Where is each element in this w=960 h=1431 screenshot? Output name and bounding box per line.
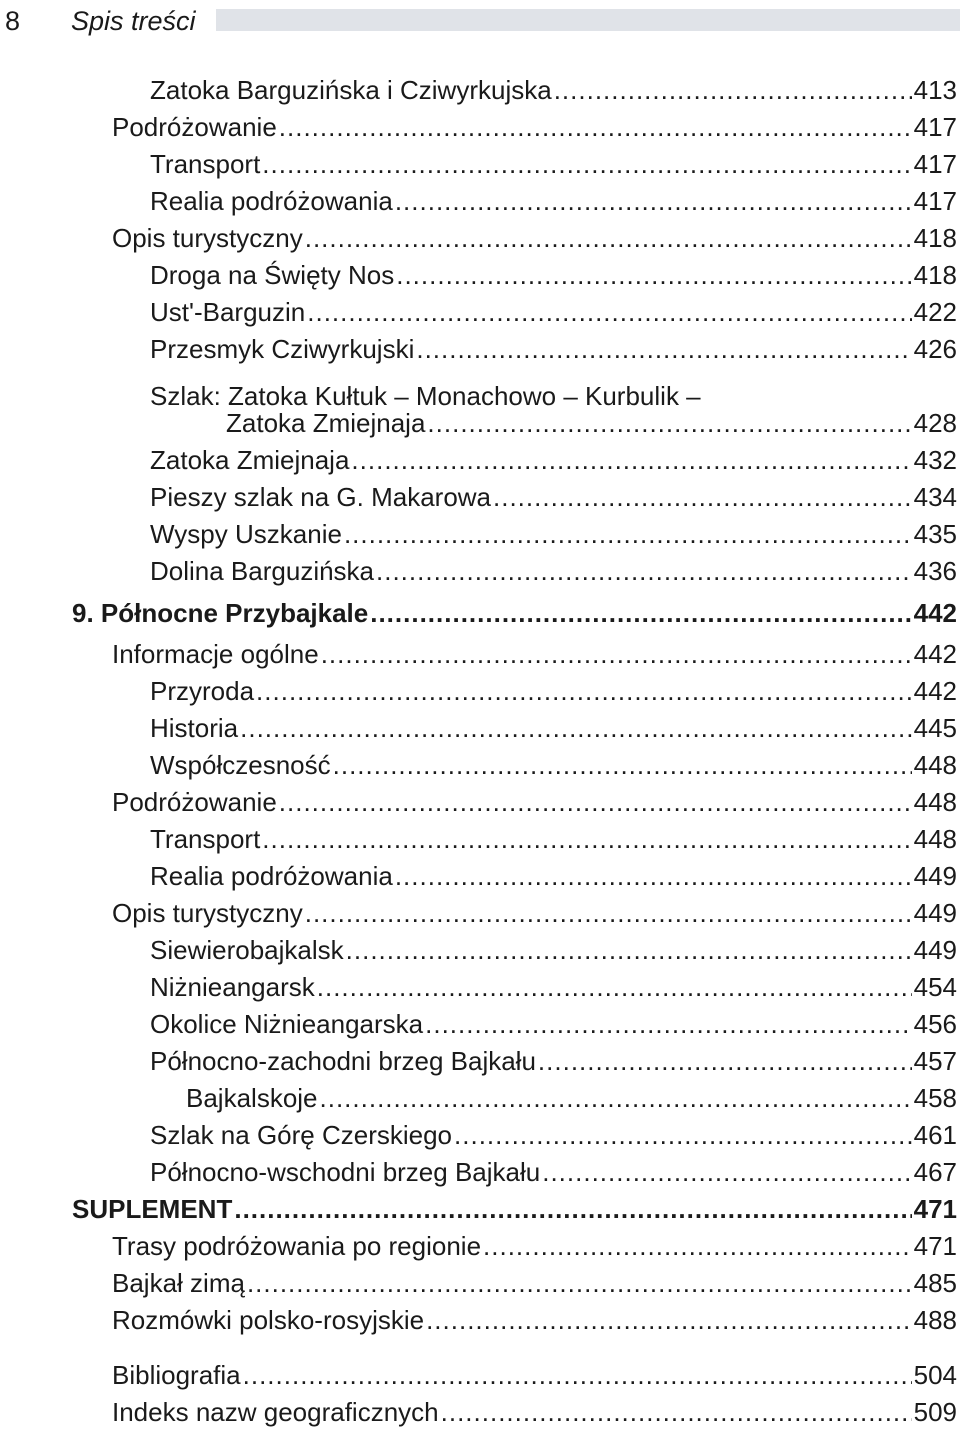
toc-entry-title: Podróżowanie: [112, 787, 277, 817]
toc-entry-title: Indeks nazw geograficznych: [112, 1397, 439, 1427]
toc-entry: [150, 821, 957, 858]
page-number: 8: [5, 6, 21, 36]
toc-entry-title: Bajkalskoje: [186, 1083, 318, 1113]
toc-entry-title: Rozmówki polsko-rosyjskie: [112, 1305, 425, 1335]
dot-leader: [416, 331, 911, 368]
toc-entry: [112, 1357, 957, 1394]
dot-leader: [483, 1228, 912, 1265]
dot-leader: [305, 895, 912, 932]
toc-entry: [150, 1154, 957, 1191]
toc-entry-page: 456: [913, 1009, 957, 1039]
dot-leader: [320, 1080, 912, 1117]
toc-entry: [186, 1080, 957, 1117]
toc-entry: [150, 479, 957, 516]
toc-entry: [112, 1302, 957, 1339]
toc-entry-page: 485: [913, 1268, 957, 1298]
dot-leader: [441, 1394, 912, 1431]
toc-entry: [112, 109, 957, 146]
header-bar: [216, 9, 960, 31]
toc-entry: [226, 405, 957, 442]
dot-leader: [554, 72, 912, 109]
toc-entry-title: Szlak na Górę Czerskiego: [150, 1120, 453, 1150]
toc-entry-page: 448: [913, 750, 957, 780]
toc-entry-page: 422: [913, 297, 957, 327]
toc-entry-title: Bajkał zimą: [112, 1268, 245, 1298]
dot-leader: [376, 553, 912, 590]
toc-entry-title: Wyspy Uszkanie: [150, 519, 342, 549]
dot-leader: [279, 109, 912, 146]
toc-entry: [72, 1191, 957, 1228]
toc-entry-title: Ust'-Barguzin: [150, 297, 306, 327]
dot-leader: [351, 442, 911, 479]
dot-leader: [703, 368, 955, 405]
toc-entry: [112, 1394, 957, 1431]
dot-leader: [344, 516, 912, 553]
toc-entry: [112, 784, 957, 821]
dot-leader: [346, 932, 912, 969]
dot-leader: [538, 1043, 912, 1080]
toc-entry-title: Przesmyk Cziwyrkujski: [150, 334, 415, 364]
toc-entry-page: 413: [913, 75, 957, 105]
toc-entry: [150, 331, 957, 368]
toc-entry-page: 457: [913, 1046, 957, 1076]
toc-entry: [150, 858, 957, 895]
toc-entry: [150, 710, 957, 747]
toc-entry-title: Zatoka Zmiejnaja: [150, 445, 350, 475]
toc-entry-title: Przyroda: [150, 676, 255, 706]
toc-entry: [150, 673, 957, 710]
toc-entry-page: 436: [913, 556, 957, 586]
dot-leader: [427, 405, 911, 442]
toc-entry-page: 417: [913, 149, 957, 179]
toc-entry: [112, 636, 957, 673]
dot-leader: [305, 220, 912, 257]
toc-entry-page: 435: [913, 519, 957, 549]
toc-entry-page: 488: [913, 1305, 957, 1335]
dot-leader: [262, 821, 911, 858]
toc-entry-page: 509: [913, 1397, 957, 1427]
toc-entry-title: Opis turystyczny: [112, 223, 303, 253]
toc-entry-title: Informacje ogólne: [112, 639, 319, 669]
toc-entry: [150, 442, 957, 479]
toc-entry-page: 504: [913, 1360, 957, 1390]
toc-entry-title: Szlak: Zatoka Kułtuk – Monachowo – Kurbulik –: [150, 381, 701, 411]
dot-leader: [395, 858, 912, 895]
toc-entry-page: 442: [913, 676, 957, 706]
dot-leader: [542, 1154, 911, 1191]
toc-entry-page: 417: [913, 112, 957, 142]
toc-entry-title: Zatoka Zmiejnaja: [226, 408, 426, 438]
toc-entry: [150, 969, 957, 1006]
toc-entry-page: 428: [913, 408, 957, 438]
toc-entry: [150, 1117, 957, 1154]
dot-leader: [370, 595, 911, 632]
toc-entry-page: 445: [913, 713, 957, 743]
toc-entry-page: 448: [913, 824, 957, 854]
toc-entry-page: 418: [913, 223, 957, 253]
dot-leader: [262, 146, 911, 183]
toc-entry-page: 448: [913, 787, 957, 817]
toc-entry-page: 434: [913, 482, 957, 512]
toc-entry: [150, 294, 957, 331]
toc-entry-title: Transport: [150, 149, 261, 179]
section-title: Spis treści: [71, 6, 196, 36]
toc-entry-page: 442: [913, 639, 957, 669]
dot-leader: [426, 1302, 912, 1339]
toc-entry-page: 471: [913, 1194, 957, 1224]
toc-entry-page: 461: [913, 1120, 957, 1150]
toc-entry-title: Historia: [150, 713, 239, 743]
toc-entry: [150, 72, 957, 109]
toc-entry-title: Zatoka Barguzińska i Cziwyrkujska: [150, 75, 552, 105]
toc-entry-title: Bibliografia: [112, 1360, 241, 1390]
toc-entry-title: SUPLEMENT: [72, 1194, 233, 1224]
toc-entry-title: Podróżowanie: [112, 112, 277, 142]
toc-entry-page: 418: [913, 260, 957, 290]
toc-entry-page: 454: [913, 972, 957, 1002]
toc-entry-page: 432: [913, 445, 957, 475]
dot-leader: [234, 1191, 911, 1228]
toc-entry-page: 426: [913, 334, 957, 364]
toc-entry-page: 467: [913, 1157, 957, 1187]
toc-entry: [112, 1228, 957, 1265]
toc-entry: [150, 183, 957, 220]
toc-entry-page: 471: [913, 1231, 957, 1261]
dot-leader: [317, 969, 912, 1006]
dot-leader: [454, 1117, 912, 1154]
page-header: [0, 0, 960, 44]
dot-leader: [243, 1357, 912, 1394]
toc-entry: [150, 516, 957, 553]
toc-entry-title: Północno-wschodni brzeg Bajkału: [150, 1157, 541, 1187]
toc-entry-title: Opis turystyczny: [112, 898, 303, 928]
toc-entry-page: 417: [913, 186, 957, 216]
toc-entry-title: Trasy podróżowania po regionie: [112, 1231, 482, 1261]
toc-entry-title: Pieszy szlak na G. Makarowa: [150, 482, 492, 512]
toc-entry: [150, 747, 957, 784]
toc-entry: [150, 932, 957, 969]
toc-entry-page: 449: [913, 898, 957, 928]
toc-entry: [150, 368, 957, 411]
toc-entry: [112, 1265, 957, 1302]
toc-entry-title: Droga na Święty Nos: [150, 260, 395, 290]
toc-entry-title: Transport: [150, 824, 261, 854]
toc-entry-title: Północno-zachodni brzeg Bajkału: [150, 1046, 536, 1076]
dot-leader: [307, 294, 911, 331]
toc-entry-title: 9. Północne Przybajkale: [72, 598, 369, 628]
toc-entry-title: Realia podróżowania: [150, 186, 393, 216]
toc-entry-title: Dolina Barguzińska: [150, 556, 375, 586]
toc-entry-title: Niżnieangarsk: [150, 972, 315, 1002]
dot-leader: [240, 710, 911, 747]
toc-entry-title: Siewierobajkalsk: [150, 935, 344, 965]
toc-entry: [150, 146, 957, 183]
toc-entry: [112, 220, 957, 257]
toc-entry: [150, 1006, 957, 1043]
dot-leader: [279, 784, 912, 821]
dot-leader: [256, 673, 912, 710]
toc-entry-page: 442: [913, 598, 957, 628]
dot-leader: [247, 1265, 912, 1302]
toc-entry: [150, 1043, 957, 1080]
dot-leader: [321, 636, 912, 673]
toc-entry: [112, 895, 957, 932]
toc-entry-page: 458: [913, 1083, 957, 1113]
toc-entry-page: 449: [913, 861, 957, 891]
dot-leader: [396, 257, 911, 294]
dot-leader: [395, 183, 912, 220]
toc-entry-page: 449: [913, 935, 957, 965]
toc-entry-title: Realia podróżowania: [150, 861, 393, 891]
dot-leader: [425, 1006, 911, 1043]
toc-entry-title: Okolice Niżnieangarska: [150, 1009, 424, 1039]
toc-entry: [150, 553, 957, 590]
dot-leader: [493, 479, 912, 516]
toc-entry-title: Współczesność: [150, 750, 331, 780]
dot-leader: [333, 747, 912, 784]
toc-entry: [72, 595, 957, 632]
toc-entry: [150, 257, 957, 294]
